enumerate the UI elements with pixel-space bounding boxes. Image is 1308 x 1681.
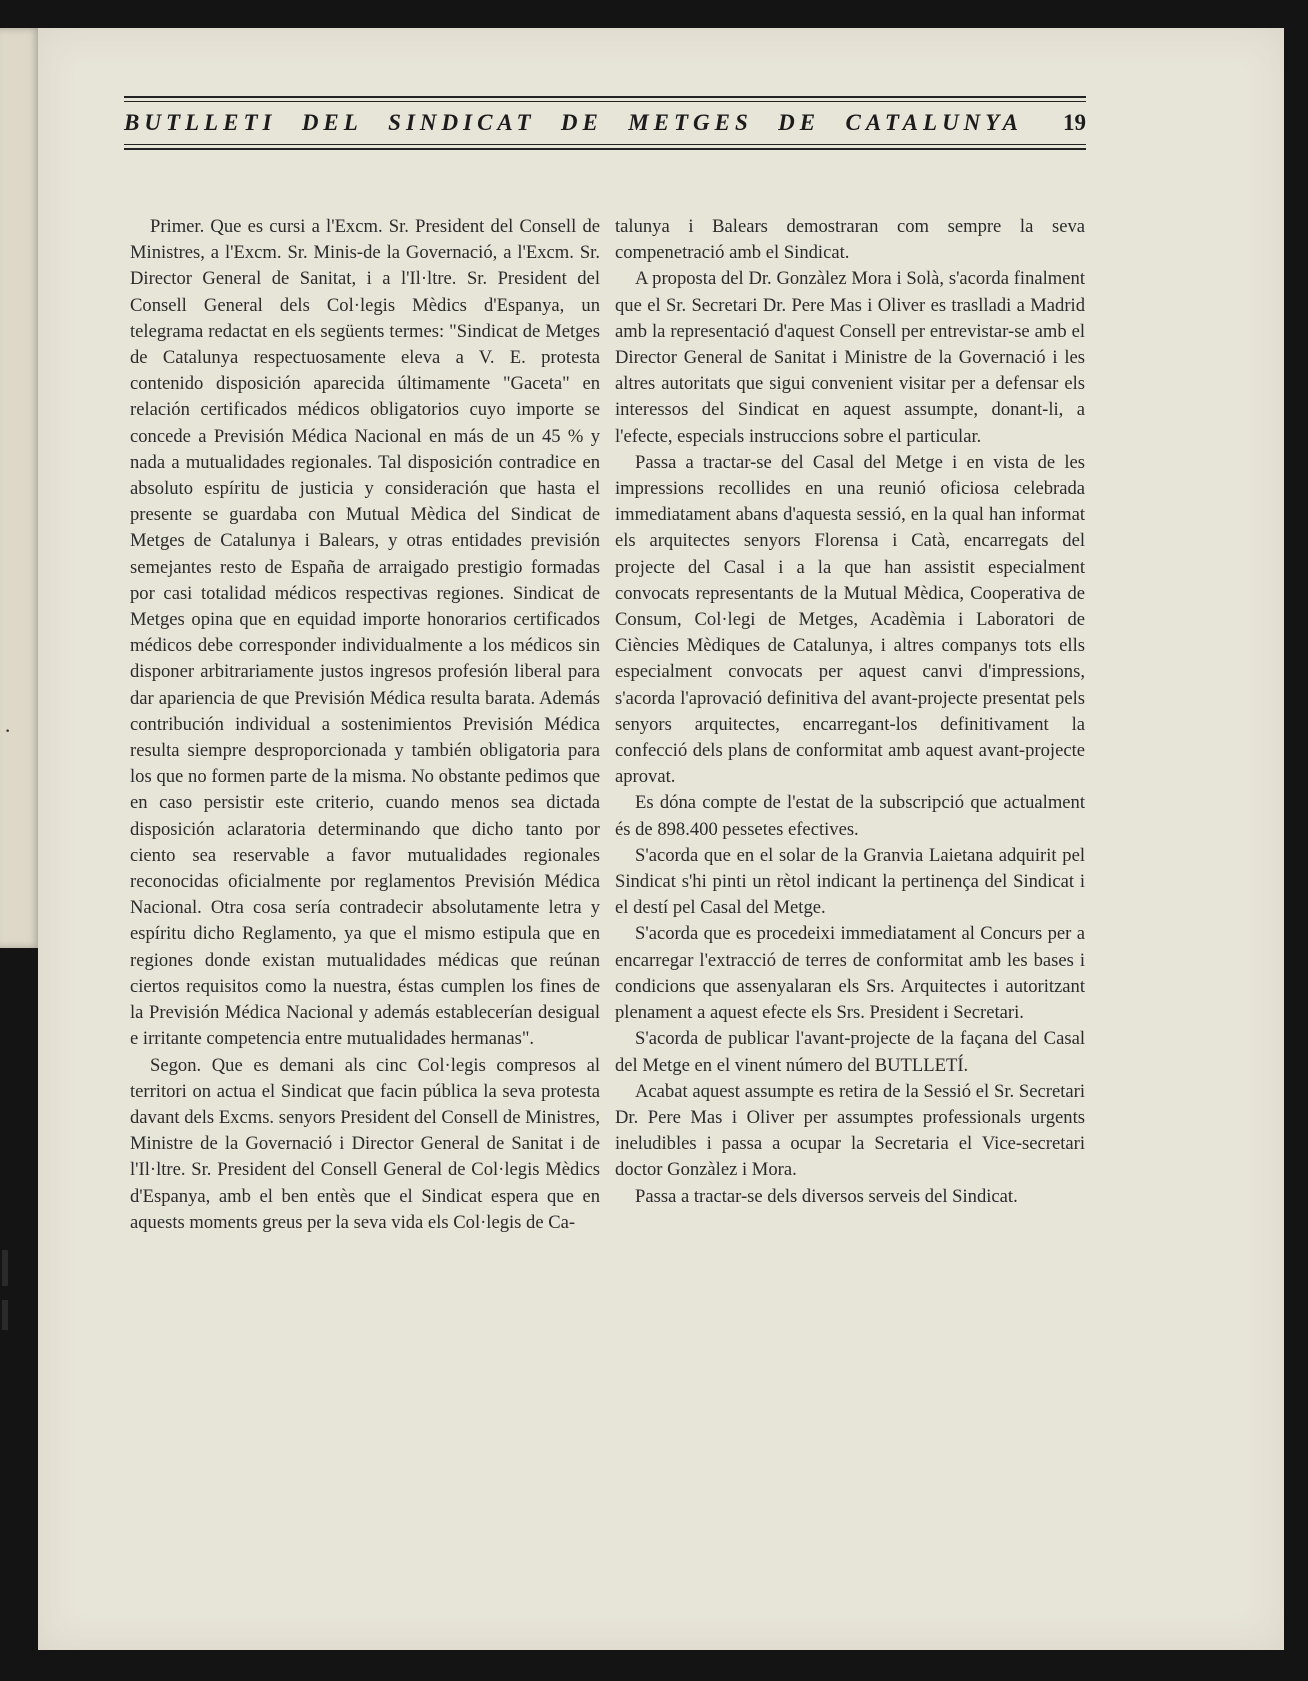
margin-mark: · — [4, 718, 12, 743]
title-word: SINDICAT — [388, 110, 536, 135]
header-rule-bottom — [124, 148, 1086, 150]
page-number: 19 — [1063, 110, 1086, 135]
adjacent-page-edge — [0, 28, 42, 948]
paragraph: S'acorda de publicar l'avant-projecte de la façana del Casal del Metge en el vinent número del BUTLLETÍ. — [615, 1028, 1085, 1076]
binding-marks — [0, 1250, 18, 1330]
right-column — [615, 214, 1085, 1210]
running-header — [124, 96, 1086, 150]
paragraph: Passa a tractar-se dels diversos serveis del Sindicat. — [635, 1185, 1018, 1207]
paragraph: S'acorda que en el solar de la Granvia Laietana adquirit pel Sindicat s'hi pinti un rètol indicant la pertinença del Sindicat i el destí pel Casal del Metge. — [615, 844, 1085, 919]
left-column — [130, 214, 600, 1236]
paragraph-continuation: talunya i Balears demostraran com sempre la seva compenetració amb el Sindicat. — [615, 216, 1085, 264]
title-word: BUTLLETI — [124, 110, 277, 135]
paragraph: Es dóna compte de l'estat de la subscripció que actualment és de 898.400 pessetes efectives. — [615, 792, 1085, 840]
journal-title — [124, 110, 1063, 136]
title-word: DE — [560, 110, 603, 135]
title-word: METGES — [628, 110, 753, 135]
paragraph: Acabat aquest assumpte es retira de la Sessió el Sr. Secretari Dr. Pere Mas i Oliver per assumptes professionals urgents ineludibles i passa a ocupar la Secretaria el Vice-secretari doctor Gonzàlez i Mora. — [615, 1080, 1085, 1181]
paragraph: S'acorda que es procedeixi immediatament al Concurs per a encarregar l'extracció de terres de conformitat amb les bases i condicions que assenyalaran els Srs. Arquitectes i autoritzant plenament a aquest efecte els Srs. President i Secretari. — [615, 923, 1085, 1024]
title-word: DEL — [301, 110, 363, 135]
paragraph: A proposta del Dr. Gonzàlez Mora i Solà, s'acorda finalment que el Sr. Secretari Dr. Pere Mas i Oliver es traslladi a Madrid amb la representació d'aquest Consell per entrevistar-se amb el Director General de Sanitat i Ministre de la Governació i les altres autoritats que sigui convenient visitar per a defensar els interessos del Sindicat en aquest assumpte, donant-li, a l'efecte, especials instruccions sobre el particular. — [615, 268, 1085, 447]
title-word: CATALUNYA — [845, 110, 1023, 135]
paragraph-primer: Primer. Que es cursi a l'Excm. Sr. President del Consell de Ministres, a l'Excm. Sr. Minis-de la Governació, a l'Excm. Sr. Director General de Sanitat, i a l'Il·ltre. Sr. President del Consell General dels Col·legis Mèdics d'Espanya, un telegrama redactat en els següents termes: "Sindicat de Metges de Catalunya respectuosamente eleva a V. E. protesta contenido disposición aparecida últimamente "Gaceta" en relación certificados médicos obligatorios cuyo importe se concede a Previsión Médica Nacional en más de un 45 % y nada a mutualidades regionales. Tal disposición contradice en absoluto espíritu de justicia y consideración que hasta el presente se guardaba con Mutual Mèdica del Sindicat de Metges de Catalunya i Balears, y otras entidades previsión semejantes resto de España de arraigado prestigio formadas por casi totalidad médicos respectivas regiones. Sindicat de Metges opina que en equidad importe honorarios certificados médicos debe corresponder individualmente a los médicos sin disponer arbitrariamente justos ingresos profesión liberal para dar apariencia de que Previsión Médica resulta barata. Además contribución individual a sostenimientos Previsión Médica resulta siempre desproporcionada y también obligatoria para los que no formen parte de la misma. No obstante pedimos que en caso persistir este criterio, cuando menos sea dictada disposición aclaratoria determinando que dicho tanto por ciento sea reservable a favor mutualidades regionales reconocidas oficialmente por reglamentos Previsión Médica Nacional. Otra cosa sería contradecir absolutamente letra y espíritu dicho Reglamento, ya que el mismo estipula que en regiones donde existan mutualidades médicas que reúnan ciertos requisitos como la nuestra, éstas cumplen los fines de la Previsión Médica Nacional y además establecerían desigual e irritante competencia entre mutualidades hermanas". — [130, 216, 600, 1050]
title-word: DE — [778, 110, 821, 135]
paragraph-segon: Segon. Que es demani als cinc Col·legis compresos al territori on actua el Sindicat que facin pública la seva protesta davant dels Excms. senyors President del Consell de Ministres, Ministre de la Governació i Director General de Sanitat i de l'Il·ltre. Sr. President del Consell General de Col·legis Mèdics d'Espanya, amb el ben entès que el Sindicat espera que en aquests moments greus per la seva vida els Col·legis de Ca- — [130, 1054, 600, 1233]
paragraph: Passa a tractar-se del Casal del Metge i en vista de les impressions recollides en una reunió oficiosa celebrada immediatament abans d'aquesta sessió, en la qual han informat els arquitectes senyors Florensa i Catà, encarregats del projecte del Casal i a la que han assistit especialment convocats representants de la Mutual Mèdica, Cooperativa de Consum, Col·legi de Metges, Acadèmia i Laboratori de Ciències Mèdiques de Catalunya, i altres companys tots ells especialment convocats per aquest canvi d'impressions, s'acorda l'aprovació definitiva del avant-projecte presentat pels senyors arquitectes, encarregant-los definitivament la confecció dels plans de conformitat amb aquest avant-projecte aprovat. — [615, 451, 1085, 788]
